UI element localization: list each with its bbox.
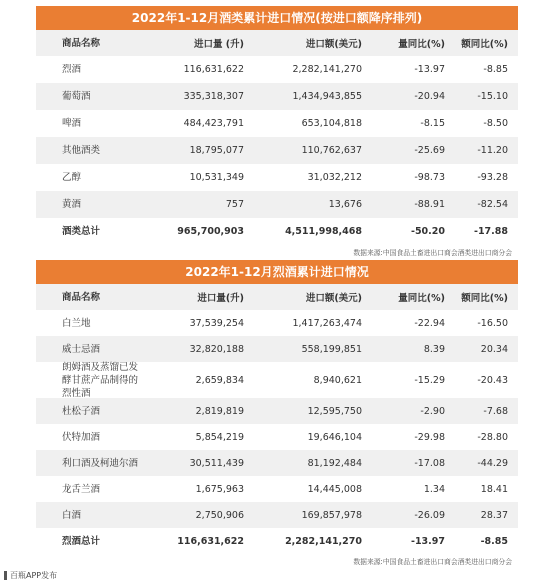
- cell-name: 龙舌兰酒: [62, 483, 101, 495]
- cell-value: 31,032,212: [307, 172, 362, 183]
- cell-name: 乙醇: [62, 172, 82, 183]
- header-volume-yoy: 量同比(%): [398, 39, 445, 50]
- cell-value-yoy: -8.50: [483, 118, 508, 129]
- cell-volume: 116,631,622: [183, 64, 244, 75]
- cell-value-yoy: 18.41: [480, 483, 508, 495]
- cell-value: 1,417,263,474: [292, 317, 362, 329]
- cell-value-yoy: -82.54: [477, 199, 508, 210]
- table-row: [36, 191, 518, 218]
- cell-name: 其他酒类: [62, 145, 101, 156]
- cell-value: 169,857,978: [301, 509, 362, 521]
- cell-value-yoy: -11.20: [477, 145, 508, 156]
- cell-value: 558,199,851: [301, 343, 362, 355]
- table-row: [36, 83, 518, 110]
- header-volume: 进口量(升): [197, 293, 244, 304]
- footer-label: 百瓶APP发布: [10, 571, 58, 580]
- table-header: [36, 30, 518, 56]
- table-spirits-imports: [36, 260, 518, 570]
- cell-volume-yoy: -20.94: [414, 91, 445, 102]
- table-total-row: [36, 528, 518, 554]
- header-name: 商品名称: [62, 291, 101, 303]
- header-value: 进口额(美元): [305, 293, 362, 304]
- cell-value-yoy: -8.85: [483, 64, 508, 75]
- cell-volume-yoy: -98.73: [414, 172, 445, 183]
- cell-value: 2,282,141,270: [292, 64, 362, 75]
- cell-value: 653,104,818: [301, 118, 362, 129]
- cell-value: 110,762,637: [301, 145, 362, 156]
- cell-value: 4,511,998,468: [285, 226, 362, 237]
- cell-volume: 965,700,903: [177, 226, 244, 237]
- data-source-note: 数据来源:中国食品土畜进出口商会酒类进出口商分会: [353, 249, 512, 257]
- cell-volume: 37,539,254: [189, 317, 244, 329]
- cell-volume-yoy: -88.91: [414, 199, 445, 210]
- table-header: [36, 284, 518, 310]
- table-row: [36, 424, 518, 450]
- cell-volume-yoy: -15.29: [414, 374, 445, 386]
- cell-value-yoy: 28.37: [480, 509, 508, 521]
- table-title: 2022年1-12月烈酒累计进口情况: [36, 260, 518, 284]
- cell-volume-yoy: -8.15: [420, 118, 445, 129]
- cell-volume-yoy: -50.20: [411, 226, 445, 237]
- cell-name: 酒类总计: [62, 226, 101, 237]
- cell-volume: 1,675,963: [195, 483, 244, 495]
- header-volume-yoy: 量同比(%): [398, 293, 445, 304]
- table-row: [36, 310, 518, 336]
- cell-volume: 2,750,906: [195, 509, 244, 521]
- cell-value: 19,646,104: [307, 431, 362, 443]
- cell-name: 朗姆酒及蒸馏已发酵甘蔗产品制得的烈性酒: [62, 361, 139, 399]
- cell-volume-yoy: -26.09: [414, 509, 445, 521]
- header-volume: 进口量 (升): [194, 39, 244, 50]
- cell-name: 烈酒: [62, 64, 82, 75]
- header-value: 进口额(美元): [305, 39, 362, 50]
- header-value-yoy: 额同比(%): [461, 293, 508, 304]
- cell-value-yoy: -16.50: [477, 317, 508, 329]
- cell-name: 啤酒: [62, 118, 82, 129]
- cell-volume: 116,631,622: [177, 535, 244, 547]
- cell-value: 1,434,943,855: [292, 91, 362, 102]
- table-row: [36, 398, 518, 424]
- cell-value: 14,445,008: [307, 483, 362, 495]
- cell-value-yoy: -15.10: [477, 91, 508, 102]
- cell-volume: 2,819,819: [195, 405, 244, 417]
- cell-volume-yoy: -2.90: [420, 405, 445, 417]
- cell-volume-yoy: 8.39: [423, 343, 445, 355]
- cell-value: 13,676: [328, 199, 362, 210]
- cell-name: 烈酒总计: [62, 535, 101, 547]
- brand-mark-icon: [4, 571, 7, 580]
- cell-value-yoy: -20.43: [477, 374, 508, 386]
- header-value-yoy: 额同比(%): [461, 39, 508, 50]
- table-title: 2022年1-12月酒类累计进口情况(按进口额降序排列): [36, 6, 518, 30]
- table-row: [36, 137, 518, 164]
- cell-name: 葡萄酒: [62, 91, 91, 102]
- cell-value-yoy: -44.29: [477, 457, 508, 469]
- cell-name: 威士忌酒: [62, 343, 101, 355]
- table-row: [36, 164, 518, 191]
- cell-volume-yoy: -25.69: [414, 145, 445, 156]
- cell-volume-yoy: -13.97: [414, 64, 445, 75]
- table-row: [36, 56, 518, 83]
- cell-name: 白酒: [62, 509, 82, 521]
- cell-volume: 2,659,834: [195, 374, 244, 386]
- cell-name: 杜松子酒: [62, 405, 101, 417]
- table-row: [36, 362, 518, 398]
- cell-volume-yoy: -17.08: [414, 457, 445, 469]
- cell-value-yoy: -28.80: [477, 431, 508, 443]
- cell-name: 伏特加酒: [62, 431, 101, 443]
- table-row: [36, 476, 518, 502]
- cell-value: 2,282,141,270: [285, 535, 362, 547]
- table-row: [36, 502, 518, 528]
- table-row: [36, 110, 518, 137]
- header-name: 商品名称: [62, 37, 101, 49]
- cell-name: 白兰地: [62, 317, 91, 329]
- cell-volume: 18,795,077: [189, 145, 244, 156]
- cell-volume: 32,820,188: [189, 343, 244, 355]
- cell-volume-yoy: 1.34: [423, 483, 445, 495]
- cell-volume: 335,318,307: [183, 91, 244, 102]
- table-liquor-imports: [36, 6, 518, 261]
- cell-volume: 5,854,219: [195, 431, 244, 443]
- cell-volume-yoy: -13.97: [411, 535, 445, 547]
- table-total-row: [36, 218, 518, 245]
- cell-volume-yoy: -22.94: [414, 317, 445, 329]
- cell-value-yoy: -7.68: [483, 405, 508, 417]
- table-row: [36, 450, 518, 476]
- cell-value: 81,192,484: [307, 457, 362, 469]
- cell-volume-yoy: -29.98: [414, 431, 445, 443]
- cell-value: 8,940,621: [313, 374, 362, 386]
- cell-name: 黄酒: [62, 199, 82, 210]
- cell-value: 12,595,750: [307, 405, 362, 417]
- cell-volume: 757: [225, 199, 244, 210]
- cell-value-yoy: 20.34: [480, 343, 508, 355]
- footer-watermark: [4, 570, 57, 581]
- cell-name: 利口酒及柯迪尔酒: [62, 457, 139, 469]
- cell-value-yoy: -93.28: [477, 172, 508, 183]
- cell-volume: 484,423,791: [183, 118, 244, 129]
- cell-volume: 10,531,349: [189, 172, 244, 183]
- table-row: [36, 336, 518, 362]
- cell-value-yoy: -8.85: [480, 535, 508, 547]
- cell-volume: 30,511,439: [189, 457, 244, 469]
- cell-value-yoy: -17.88: [474, 226, 508, 237]
- data-source-note: 数据来源:中国食品土畜进出口商会酒类进出口商分会: [353, 558, 512, 566]
